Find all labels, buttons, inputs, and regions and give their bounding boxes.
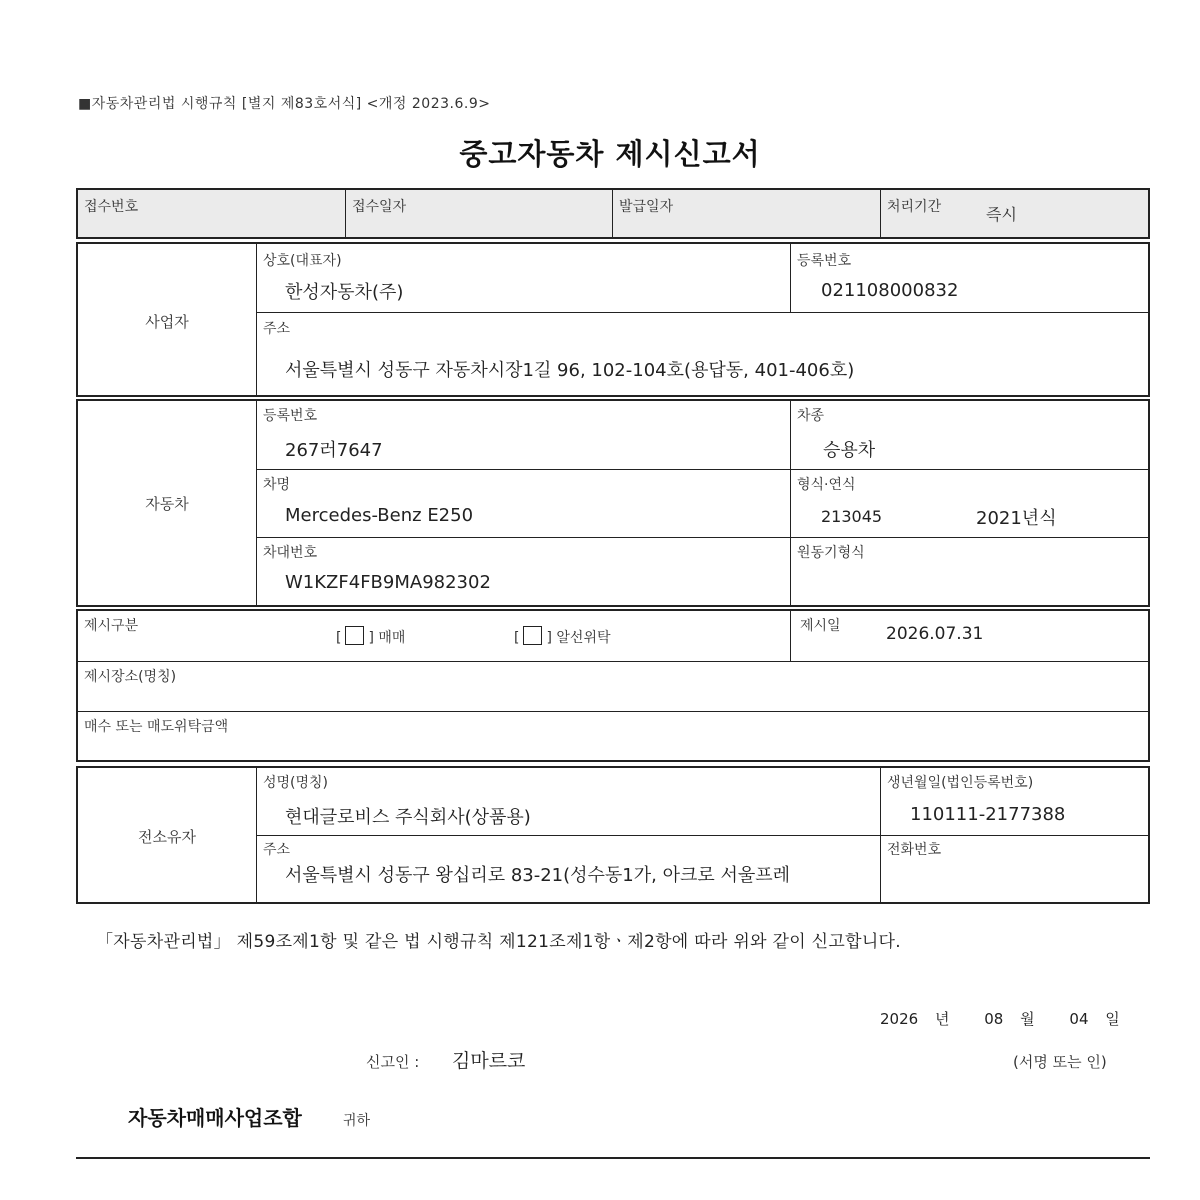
owner-name-value: 현대글로비스 주식회사(상품용) — [285, 807, 531, 828]
previous-owner-section-label: 전소유자 — [138, 828, 196, 846]
business-name-value: 한성자동차(주) — [285, 282, 404, 303]
vehicle-section — [76, 399, 1150, 607]
sale-checkbox[interactable] — [345, 626, 364, 645]
recipient-name: 자동차매매사업조합 — [128, 1106, 302, 1130]
date-year-unit: 년 — [934, 1010, 950, 1028]
page-title: 중고자동차 제시신고서 — [459, 137, 761, 171]
signature-note: (서명 또는 인) — [1013, 1053, 1107, 1071]
owner-birth-value: 110111-2177388 — [910, 804, 1066, 825]
owner-phone-label: 전화번호 — [887, 842, 942, 858]
processing-label: 처리기간 — [887, 199, 942, 215]
business-name-label: 상호(대표자) — [263, 253, 342, 269]
business-address-value: 서울특별시 성동구 자동차시장1길 96, 102-104호(용답동, 401-406호) — [285, 360, 855, 381]
owner-address-value: 서울특별시 성동구 왕십리로 83-21(성수동1가, 아크로 서울프레 — [285, 865, 791, 886]
vehicle-type-value: 승용차 — [823, 440, 876, 461]
reporter-name: 김마르코 — [452, 1050, 526, 1072]
date-day: 04 — [1069, 1010, 1089, 1028]
vehicle-section-label: 자동차 — [145, 495, 189, 513]
option-sale[interactable]: [ ] 매매 — [336, 626, 405, 647]
vehicle-engine-label: 원동기형식 — [797, 545, 865, 561]
report-date — [880, 1008, 1120, 1029]
brokerage-checkbox[interactable] — [523, 626, 542, 645]
receipt-date-label: 접수일자 — [352, 199, 407, 215]
option-brokerage-label: 알선위탁 — [556, 630, 611, 646]
receipt-table — [76, 188, 1150, 239]
bottom-divider — [76, 1157, 1150, 1159]
business-section-label: 사업자 — [145, 313, 189, 331]
vehicle-name-value: Mercedes-Benz E250 — [285, 505, 474, 526]
vehicle-reg-value: 267러7647 — [285, 440, 383, 461]
date-day-unit: 일 — [1105, 1010, 1120, 1028]
previous-owner-section — [76, 766, 1150, 904]
business-section — [76, 242, 1150, 397]
date-year: 2026 — [880, 1010, 919, 1028]
vehicle-reg-label: 등록번호 — [263, 408, 318, 424]
date-month: 08 — [984, 1010, 1004, 1028]
business-reg-value: 021108000832 — [821, 280, 959, 301]
vehicle-vin-label: 차대번호 — [263, 545, 318, 561]
display-type-label: 제시구분 — [84, 618, 139, 634]
recipient-suffix: 귀하 — [343, 1113, 371, 1129]
processing-value: 즉시 — [986, 205, 1017, 224]
vehicle-vin-value: W1KZF4FB9MA982302 — [285, 572, 491, 593]
amount-label: 매수 또는 매도위탁금액 — [84, 719, 229, 735]
declaration-statement: 「자동차관리법」 제59조제1항 및 같은 법 시행규칙 제121조제1항ㆍ제2항에 따라 위와 같이 신고합니다. — [96, 932, 901, 952]
vehicle-type-label: 차종 — [797, 408, 825, 424]
business-reg-label: 등록번호 — [797, 253, 852, 269]
display-section — [76, 609, 1150, 762]
vehicle-model-value: 213045 — [821, 507, 883, 526]
issue-date-label: 발급일자 — [619, 199, 674, 215]
receipt-no-label: 접수번호 — [84, 199, 139, 215]
owner-address-label: 주소 — [263, 842, 291, 858]
option-sale-label: 매매 — [378, 630, 406, 646]
vehicle-name-label: 차명 — [263, 477, 291, 493]
business-address-label: 주소 — [263, 321, 291, 337]
display-date-value: 2026.07.31 — [886, 624, 984, 644]
vehicle-year-value: 2021년식 — [976, 508, 1057, 529]
form-reference: ■자동차관리법 시행규칙 [별지 제83호서식] <개정 2023.6.9> — [78, 96, 491, 112]
owner-birth-label: 생년월일(법인등록번호) — [887, 775, 1034, 791]
owner-name-label: 성명(명칭) — [263, 775, 329, 791]
display-place-label: 제시장소(명칭) — [84, 669, 177, 685]
display-date-label: 제시일 — [800, 618, 841, 634]
option-brokerage[interactable]: [ ] 알선위탁 — [514, 626, 611, 647]
date-month-unit: 월 — [1020, 1010, 1035, 1028]
reporter-label: 신고인 : — [366, 1053, 420, 1071]
vehicle-model-label: 형식·연식 — [797, 477, 856, 493]
